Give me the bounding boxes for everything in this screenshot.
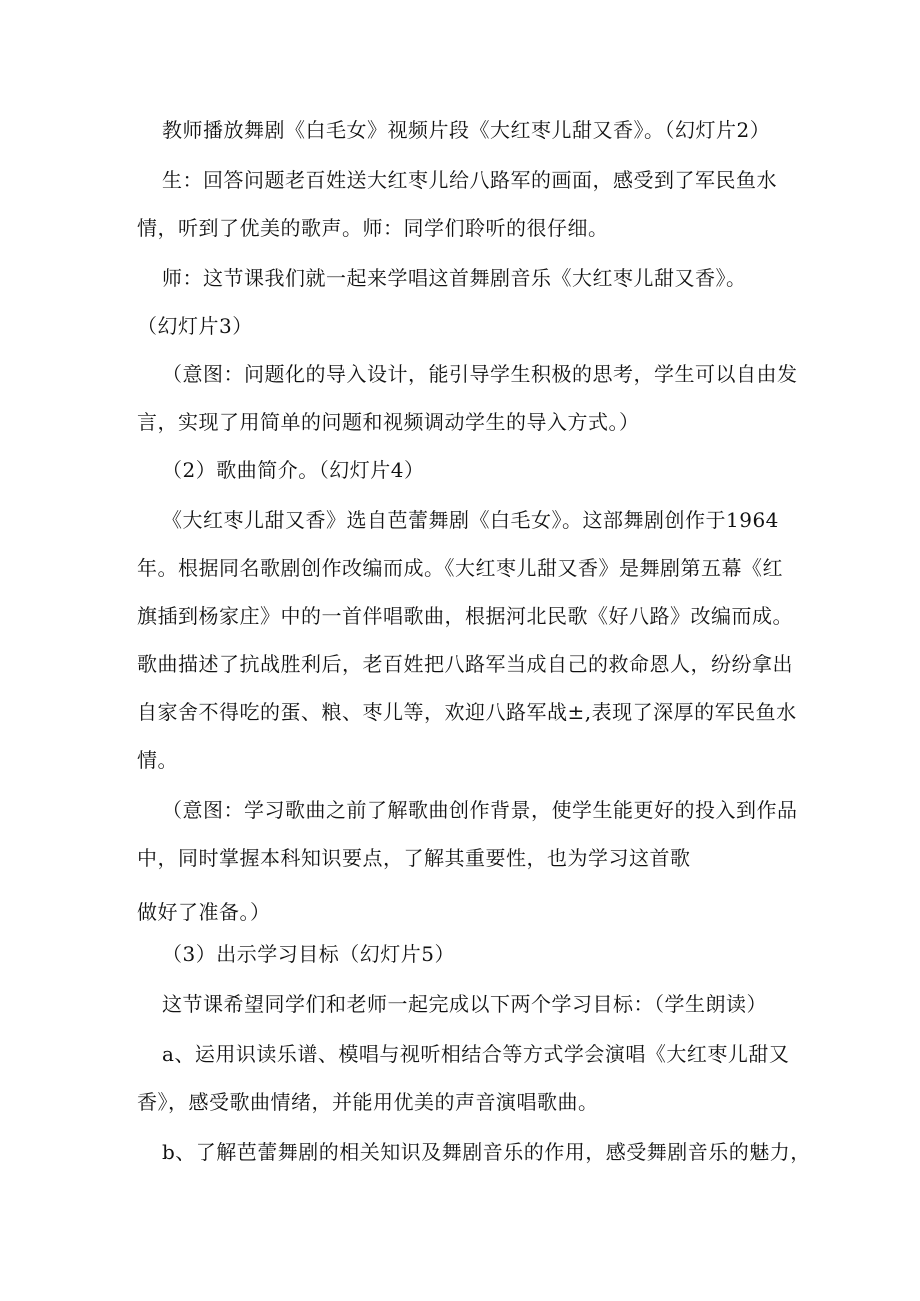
text-line: 做好了准备。） <box>137 900 271 924</box>
text-line: 这节课希望同学们和老师一起完成以下两个学习目标：（学生朗读） <box>162 992 767 1016</box>
text-line: b、了解芭蕾舞剧的相关知识及舞剧音乐的作用，感受舞剧音乐的魅力， <box>162 1140 811 1164</box>
text-line: 情，听到了优美的歌声。师：同学们聆听的很仔细。 <box>137 216 609 240</box>
text-line: 情。 <box>137 748 178 772</box>
section-heading: （2）歌曲简介。（幻灯片4） <box>162 458 425 482</box>
text-line: 《大红枣儿甜又香》选自芭蕾舞剧《白毛女》。这部舞剧创作于1964 <box>162 508 779 532</box>
text-line: 中，同时掌握本科知识要点，了解其重要性，也为学习这首歌 <box>137 846 691 870</box>
section-heading: （3）出示学习目标（幻灯片5） <box>162 942 455 966</box>
text-line: 教师播放舞剧《白毛女》视频片段《大红枣儿甜又香》。（幻灯片2） <box>162 118 771 142</box>
text-line: （意图：学习歌曲之前了解歌曲创作背景，使学生能更好的投入到作品 <box>162 798 798 822</box>
text-line: 言，实现了用简单的问题和视频调动学生的导入方式。） <box>137 410 640 434</box>
text-line: a、运用识读乐谱、模唱与视听相结合等方式学会演唱《大红枣儿甜又 <box>162 1042 790 1066</box>
text-line: （幻灯片3） <box>137 314 253 338</box>
text-line: 师：这节课我们就一起来学唱这首舞剧音乐《大红枣儿甜又香》。 <box>162 266 747 290</box>
text-line: 旗插到杨家庄》中的一首伴唱歌曲，根据河北民歌《好八路》改编而成。 <box>137 604 793 628</box>
text-line: 年。根据同名歌剧创作改编而成。《大红枣儿甜又香》是舞剧第五幕《红 <box>137 556 783 580</box>
text-line: （意图：问题化的导入设计，能引导学生积极的思考，学生可以自由发 <box>162 362 798 386</box>
text-line: 生：回答问题老百姓送大红枣儿给八路军的画面，感受到了军民鱼水 <box>162 168 777 192</box>
text-line: 自家舍不得吃的蛋、粮、枣儿等，欢迎八路军战±,表现了深厚的军民鱼水 <box>137 700 797 724</box>
text-line: 香》，感受歌曲情绪，并能用优美的声音演唱歌曲。 <box>137 1090 599 1114</box>
text-line: 歌曲描述了抗战胜利后，老百姓把八路军当成自己的救命恩人，纷纷拿出 <box>137 652 793 676</box>
